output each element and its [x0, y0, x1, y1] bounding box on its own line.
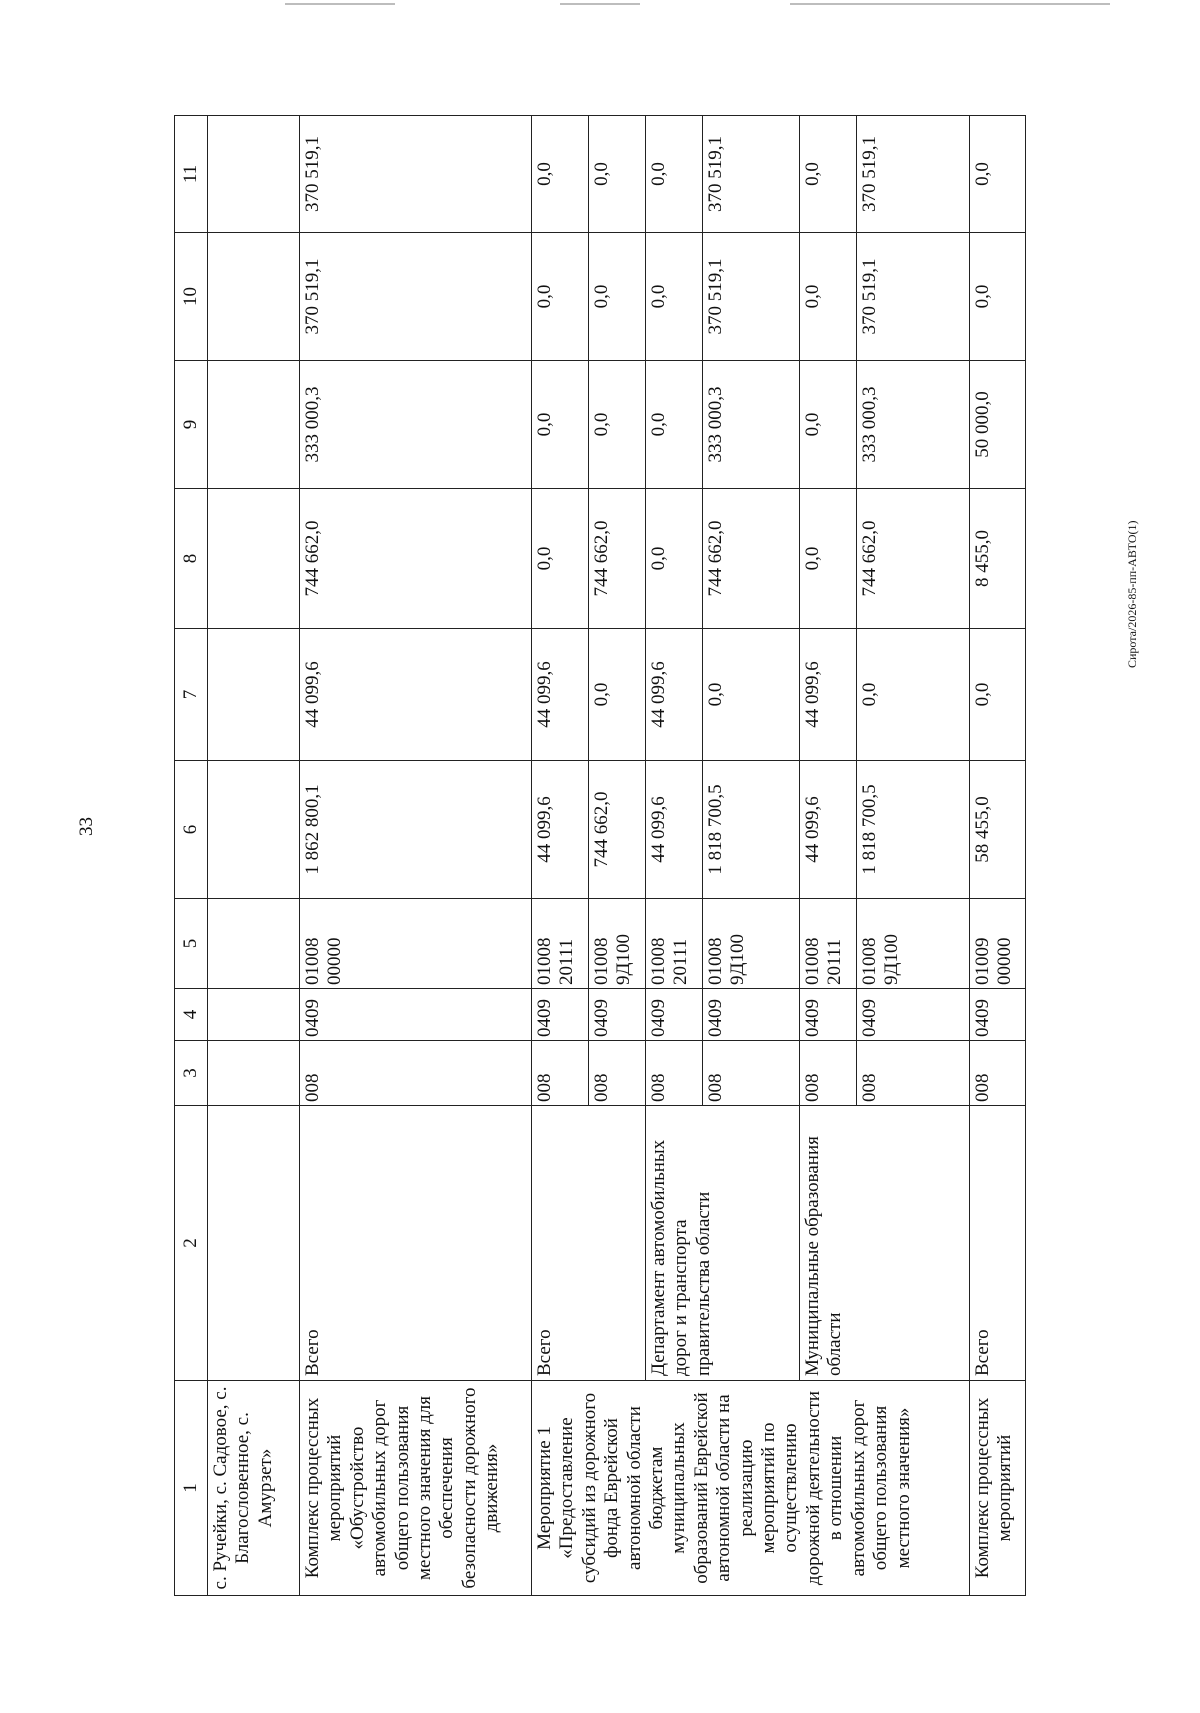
table-row	[532, 116, 589, 1596]
location-cell: с. Ручейки, с. Садовое, с. Благословенное, с. Амурзет»	[208, 1381, 300, 1596]
amount-cell: 0,0	[589, 361, 646, 489]
amount-cell: 370 519,1	[300, 233, 532, 361]
amount-cell: 0,0	[857, 629, 970, 761]
target-code-cell: 01008 20111	[646, 899, 703, 989]
scan-edge-mark	[560, 3, 640, 5]
amount-cell: 0,0	[646, 116, 703, 233]
column-header: 2	[175, 1106, 208, 1381]
column-header: 9	[175, 361, 208, 489]
amount-cell: 744 662,0	[857, 489, 970, 629]
page-number: 33	[76, 817, 97, 836]
grbs-code-cell: 008	[800, 1041, 857, 1106]
section-code-cell: 0409	[646, 989, 703, 1041]
amount-cell: 0,0	[532, 361, 589, 489]
amount-cell: 0,0	[589, 116, 646, 233]
amount-cell: 1 818 700,5	[703, 761, 800, 899]
target-code-cell: 01008 00000	[300, 899, 532, 989]
amount-cell: 0,0	[970, 116, 1026, 233]
table-header-row	[175, 116, 208, 1596]
amount-cell: 58 455,0	[970, 761, 1026, 899]
amount-cell: 44 099,6	[646, 629, 703, 761]
target-code-cell: 01008 9Д100	[857, 899, 970, 989]
amount-cell: 0,0	[970, 233, 1026, 361]
column-header: 1	[175, 1381, 208, 1596]
column-header: 4	[175, 989, 208, 1041]
amount-cell: 0,0	[589, 629, 646, 761]
amount-cell: 0,0	[532, 116, 589, 233]
amount-cell: 0,0	[646, 233, 703, 361]
amount-cell: 0,0	[646, 489, 703, 629]
amount-cell: 44 099,6	[800, 629, 857, 761]
section-code-cell: 0409	[589, 989, 646, 1041]
section-code-cell: 0409	[970, 989, 1026, 1041]
amount-cell: 0,0	[970, 629, 1026, 761]
amount-cell: 0,0	[800, 361, 857, 489]
rotated-table-container	[174, 116, 1074, 1596]
target-code-cell: 01008 20111	[532, 899, 589, 989]
program-name-cell: Комплекс процессных мероприятий «Обустройство автомобильных дорог общего пользования местного значения для обеспечения безопасности дорожного движения»	[300, 1381, 532, 1596]
amount-cell: 8 455,0	[970, 489, 1026, 629]
amount-cell: 744 662,0	[589, 761, 646, 899]
amount-cell: 370 519,1	[703, 233, 800, 361]
amount-cell: 0,0	[646, 361, 703, 489]
column-header: 6	[175, 761, 208, 899]
grbs-code-cell: 008	[589, 1041, 646, 1106]
target-code-cell: 01008 9Д100	[703, 899, 800, 989]
table-row	[300, 116, 532, 1596]
executor-cell: Всего	[970, 1106, 1026, 1381]
amount-cell: 0,0	[532, 489, 589, 629]
document-stamp: Сирота/2026-85-пп-АВТО(1)	[1125, 520, 1139, 668]
amount-cell: 0,0	[703, 629, 800, 761]
executor-cell: Всего	[300, 1106, 532, 1381]
section-code-cell: 0409	[300, 989, 532, 1041]
amount-cell: 0,0	[800, 116, 857, 233]
budget-table	[174, 115, 1026, 1596]
table-row	[208, 116, 300, 1596]
grbs-code-cell: 008	[857, 1041, 970, 1106]
scan-edge-mark	[285, 3, 395, 5]
amount-cell: 370 519,1	[857, 116, 970, 233]
target-code-cell: 01009 00000	[970, 899, 1026, 989]
table-row	[970, 116, 1026, 1596]
table-row	[800, 116, 857, 1596]
amount-cell: 0,0	[589, 233, 646, 361]
table-row	[646, 116, 703, 1596]
column-header: 8	[175, 489, 208, 629]
scan-edge-mark	[790, 3, 1110, 5]
grbs-code-cell: 008	[300, 1041, 532, 1106]
section-code-cell: 0409	[800, 989, 857, 1041]
amount-cell: 50 000,0	[970, 361, 1026, 489]
program-name-cell: Комплекс процессных мероприятий	[970, 1381, 1026, 1596]
amount-cell: 1 818 700,5	[857, 761, 970, 899]
amount-cell: 370 519,1	[703, 116, 800, 233]
executor-cell: Муниципальные образования области	[800, 1106, 970, 1381]
amount-cell: 744 662,0	[589, 489, 646, 629]
column-header: 5	[175, 899, 208, 989]
grbs-code-cell: 008	[703, 1041, 800, 1106]
column-header: 7	[175, 629, 208, 761]
column-header: 10	[175, 233, 208, 361]
amount-cell: 44 099,6	[532, 761, 589, 899]
section-code-cell: 0409	[703, 989, 800, 1041]
amount-cell: 333 000,3	[857, 361, 970, 489]
grbs-code-cell: 008	[532, 1041, 589, 1106]
amount-cell: 333 000,3	[703, 361, 800, 489]
amount-cell: 1 862 800,1	[300, 761, 532, 899]
amount-cell: 44 099,6	[646, 761, 703, 899]
amount-cell: 333 000,3	[300, 361, 532, 489]
amount-cell: 44 099,6	[300, 629, 532, 761]
section-code-cell: 0409	[857, 989, 970, 1041]
executor-cell: Департамент автомобильных дорог и транспорта правительства области	[646, 1106, 800, 1381]
amount-cell: 370 519,1	[857, 233, 970, 361]
amount-cell: 44 099,6	[532, 629, 589, 761]
target-code-cell: 01008 20111	[800, 899, 857, 989]
target-code-cell: 01008 9Д100	[589, 899, 646, 989]
grbs-code-cell: 008	[970, 1041, 1026, 1106]
grbs-code-cell: 008	[646, 1041, 703, 1106]
executor-cell: Всего	[532, 1106, 646, 1381]
amount-cell: 0,0	[800, 489, 857, 629]
column-header: 11	[175, 116, 208, 233]
section-code-cell: 0409	[532, 989, 589, 1041]
measure-name-cell: Мероприятие 1 «Предоставление субсидий из дорожного фонда Еврейской автономной области бюджетам муниципальных образований Еврейской автономной области на реализацию мероприятий по осуществлению дорожной деятельности в отношении автомобильных дорог общего пользования местного значения»	[532, 1381, 970, 1596]
amount-cell: 744 662,0	[703, 489, 800, 629]
column-header: 3	[175, 1041, 208, 1106]
amount-cell: 0,0	[532, 233, 589, 361]
amount-cell: 744 662,0	[300, 489, 532, 629]
amount-cell: 44 099,6	[800, 761, 857, 899]
amount-cell: 370 519,1	[300, 116, 532, 233]
amount-cell: 0,0	[800, 233, 857, 361]
